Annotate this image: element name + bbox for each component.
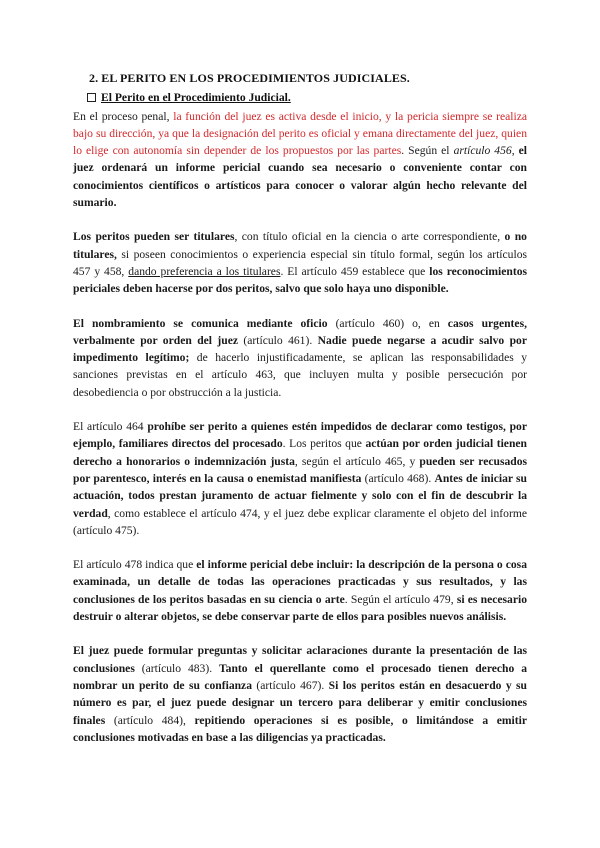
- text-run: El nombramiento se comunica mediante oficio: [73, 316, 328, 330]
- text-run: pueden ser recusados por parentesco, interés en la causa o enemistad manifiesta: [73, 454, 528, 485]
- checkbox-bullet-icon: [87, 93, 96, 102]
- paragraph: [73, 556, 527, 625]
- text-run: casos urgentes, verbalmente por orden del juez: [73, 316, 527, 347]
- text-run: (artículo 483).: [134, 661, 220, 675]
- text-run: El artículo 464: [73, 420, 148, 434]
- text-run: si es necesario destruir o alterar objetos, se debe conservar parte de ellos para posibles nuevos análisis.: [73, 592, 527, 624]
- text-run: , según el artículo 465, y: [294, 454, 420, 468]
- text-run: prohíbe ser perito a quienes estén impedidos de declarar como testigos, por ejemplo, familiares directos del procesado: [73, 420, 527, 451]
- document-page: [73, 70, 527, 763]
- text-run: artículo 456: [453, 144, 512, 158]
- paragraph: [73, 418, 527, 539]
- text-run: dando preferencia a los titulares: [128, 264, 281, 278]
- text-run: actúan por orden judicial tienen derecho a honorarios o indemnización justa: [73, 437, 527, 468]
- text-run: (artículo 468).: [361, 471, 435, 485]
- text-run: . Según el: [401, 144, 454, 158]
- text-run: Nadie puede negarse a acudir salvo por impedimento legítimo;: [73, 333, 527, 365]
- text-run: la función del juez es activa desde el inicio, y la pericia siempre se realiza bajo su dirección, ya que la designación del perito es oficial y emana directamente del juez, quien lo elige con autonomía sin depender de los propuestos por las partes: [73, 109, 527, 158]
- text-run: , como establece el artículo 474, y el juez debe explicar claramente el objeto del informe (artículo 475).: [73, 506, 527, 537]
- body-text: [73, 108, 527, 747]
- text-run: de hacerlo injustificadamente, se aplican las responsabilidades y sanciones previstas en el artículo 463, que incluyen multa y posible persecución por desobediencia o por obstrucción a la justicia.: [73, 351, 528, 399]
- text-run: el juez ordenará un informe pericial cuando sea necesario o conveniente contar con conocimientos científicos o artísticos para conocer o valorar algún hecho relevante del sumario.: [73, 144, 527, 210]
- paragraph: [73, 315, 527, 401]
- text-run: . Los peritos que: [282, 437, 366, 451]
- paragraph: [73, 642, 527, 746]
- text-run: Antes de iniciar su actuación, todos prestan juramento de actuar fielmente y solo con el fin de descubrir la verdad: [73, 471, 527, 520]
- text-run: . Según el artículo 479,: [344, 592, 457, 606]
- text-run: Si los peritos están en desacuerdo y su número es par, el juez puede designar un tercero para deliberar y emitir conclusiones finales: [73, 678, 528, 727]
- subsection-heading-text: El Perito en el Procedimiento Judicial.: [101, 91, 291, 105]
- text-run: , con título oficial en la ciencia o arte correspondiente,: [234, 230, 505, 244]
- text-run: o no titulares,: [73, 230, 527, 261]
- text-run: los reconocimientos periciales deben hacerse por dos peritos, salvo que solo haya uno disponible.: [73, 264, 528, 296]
- text-run: el informe pericial debe incluir: la descripción de la persona o cosa examinada, un detalle de todas las operaciones practicadas y sus resultados, y las conclusiones de los peritos basadas en su ciencia o arte: [73, 558, 527, 606]
- text-run: El artículo 478 indica que: [73, 558, 197, 572]
- text-run: (artículo 467).: [252, 678, 329, 692]
- text-run: El juez puede formular preguntas y solicitar aclaraciones durante la presentación de las conclusiones: [73, 644, 527, 675]
- text-run: Tanto el querellante como el procesado tienen derecho a nombrar un perito de su confianza: [73, 661, 527, 692]
- text-run: En el proceso penal,: [73, 109, 174, 123]
- text-run: (artículo 484),: [105, 713, 195, 727]
- paragraph: [73, 228, 527, 297]
- text-run: Los peritos pueden ser titulares: [73, 230, 235, 244]
- text-run: repitiendo operaciones si es posible, o limitándose a emitir conclusiones motivadas en base a las diligencias ya practicadas.: [73, 713, 527, 744]
- text-run: (artículo 460) o, en: [327, 316, 448, 330]
- text-run: . El artículo 459 establece que: [280, 264, 430, 278]
- subsection-heading: [87, 89, 527, 106]
- paragraph: [73, 108, 527, 212]
- text-run: ,: [511, 144, 519, 158]
- text-run: si poseen conocimientos o experiencia especial sin título formal, según los artículos 457 y 458,: [73, 247, 527, 278]
- text-run: (artículo 461).: [238, 333, 318, 347]
- section-heading: 2. EL PERITO EN LOS PROCEDIMIENTOS JUDICIALES.: [89, 71, 410, 85]
